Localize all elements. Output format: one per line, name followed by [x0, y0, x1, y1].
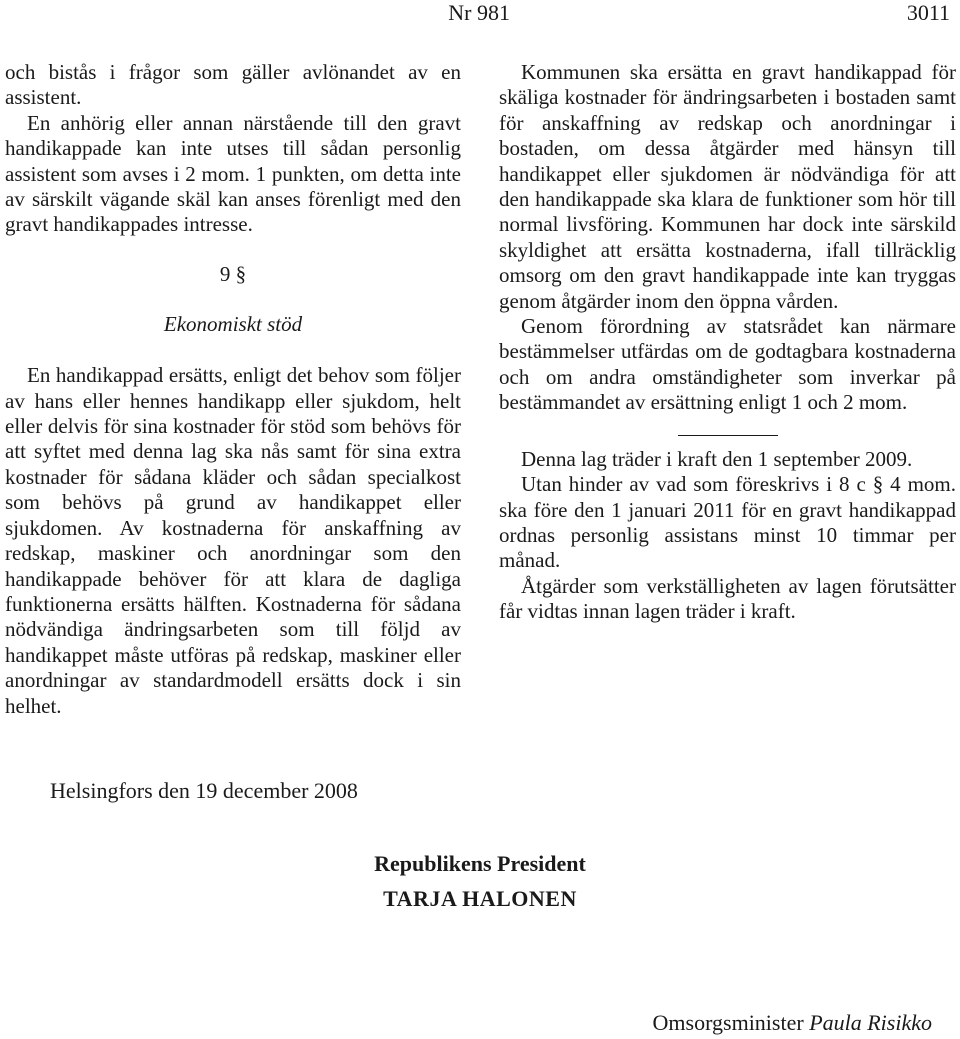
- minister-name: Paula Risikko: [809, 1010, 932, 1035]
- president-name: TARJA HALONEN: [383, 886, 577, 911]
- minister-signature: [653, 1010, 932, 1036]
- place-date: Helsingfors den 19 december 2008: [50, 778, 358, 803]
- left-column: [5, 60, 461, 719]
- issue-number: Nr 981: [448, 0, 510, 25]
- page-number: 3011: [906, 0, 950, 25]
- minister-title: Omsorgsminister: [652, 1010, 804, 1035]
- paragraph: Kommunen ska ersätta en gravt handikappad för skäliga kostnader för ändringsarbeten i bostaden samt för anskaffning av redskap och anordningar i bostaden, om dessa åtgärder med hänsyn till handikappet eller sjukdomen är nödvändiga för att den handikappade ska klara de funktioner som hör till normal livsföring. Kommunen har dock inte särskild skyldighet att ersätta kostnaderna, ifall tillräcklig omsorg om den gravt handikappade inte kan tryggas genom åtgärder inom den öppna vården.: [499, 60, 956, 313]
- paragraph: Denna lag träder i kraft den 1 september 2009.: [521, 446, 913, 471]
- right-column: [499, 60, 956, 625]
- paragraph: Åtgärder som verkställigheten av lagen förutsätter får vidtas innan lagen träder i kraft.: [499, 573, 956, 624]
- paragraph: Genom förordning av statsrådet kan närmare bestämmelser utfärdas om de godtagbara kostnaderna och om andra omständigheter som inverkar på bestämmandet av ersättning enligt 1 och 2 mom.: [499, 314, 956, 415]
- paragraph: Utan hinder av vad som föreskrivs i 8 c § 4 mom. ska före den 1 januari 2011 för en gravt handikappad ordnas personlig assistans minst 10 timmar per månad.: [499, 472, 956, 573]
- section-heading: Ekonomiskt stöd: [163, 311, 303, 336]
- divider: [678, 435, 778, 436]
- paragraph: En anhörig eller annan närstående till den gravt handikappade kan inte utses till sådan personlig assistent som avses i 2 mom. 1 punkten, om detta inte av särskilt vägande skäl kan anses förenligt med den gravt handikappades intresse.: [5, 110, 461, 237]
- section-number: 9 §: [219, 261, 247, 286]
- paragraph: En handikappad ersätts, enligt det behov som följer av hans eller hennes handikapp eller sjukdom, helt eller delvis för sina kostnader för stöd som behövs för att syftet med denna lag ska nås samt för sina extra kostnader för sådana kläder och sådan specialkost som behövs på grund av handikappet eller sjukdomen. Av kostnaderna för anskaffning av redskap, maskiner och anordningar som den handikappade behöver för att klara de dagliga funktionerna ersätts hälften. Kostnaderna för sådana nödvändiga ändringsarbeten som till följd av handikappet måste utföras på redskap, maskiner eller anordningar av standardmodell ersätts dock i sin helhet.: [5, 363, 461, 718]
- paragraph: och bistås i frågor som gäller avlönandet av en assistent.: [5, 60, 461, 110]
- president-title: Republikens President: [374, 851, 586, 876]
